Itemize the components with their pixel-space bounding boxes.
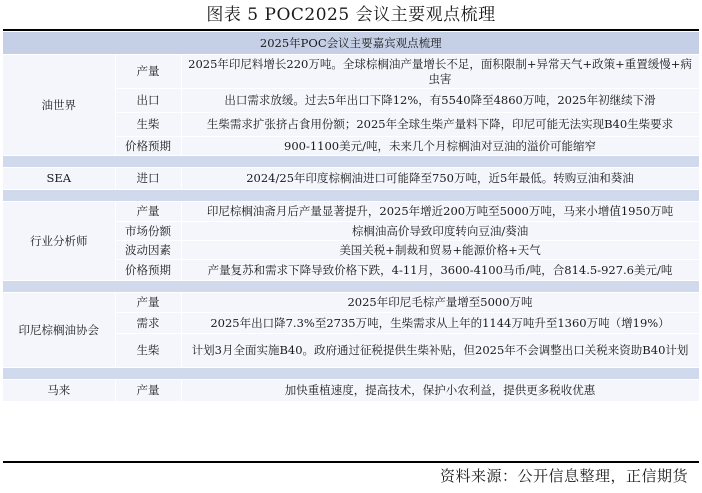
table-row — [3, 55, 699, 89]
table-header-row — [3, 32, 699, 55]
category-cell: 价格预期 — [115, 260, 181, 281]
category-cell: 需求 — [115, 313, 181, 334]
separator — [3, 156, 699, 168]
content-cell: 棕榈油高价导致印度转向豆油/葵油 — [181, 222, 699, 241]
org-cell: 行业分析师 — [3, 202, 115, 281]
content-cell: 2025年印尼料增长220万吨。全球棕榈油产量增长不足，面积限制+异常天气+政策+重置缓慢+病虫害 — [181, 55, 699, 89]
content-cell: 产量复苏和需求下降导致价格下跌，4-11月，3600-4100马币/吨，合814.5-927.6美元/吨 — [181, 260, 699, 281]
category-cell: 生柴 — [115, 334, 181, 368]
table-row — [3, 202, 699, 222]
source-note: 资料来源：公开信息整理，正信期货 — [439, 467, 688, 485]
separator-row — [3, 190, 699, 202]
category-cell: 出口 — [115, 89, 181, 113]
separator — [3, 368, 699, 380]
category-cell: 产量 — [115, 293, 181, 313]
bottom-rule — [3, 461, 699, 463]
content-cell: 印尼棕榈油斋月后产量显著提升，2025年增近200万吨至5000万吨，马来小增值1950万吨 — [181, 202, 699, 222]
content-cell: 2024/25年印度棕榈油进口可能降至750万吨，近5年最低。转购豆油和葵油 — [181, 168, 699, 190]
content-cell: 生柴需求扩张挤占食用份额；2025年全球生柴产量料下降，印尼可能无法实现B40生柴要求 — [181, 113, 699, 137]
separator-row — [3, 281, 699, 293]
poc-summary-table — [3, 32, 700, 402]
separator-row — [3, 368, 699, 380]
separator — [3, 190, 699, 202]
category-cell: 进口 — [115, 168, 181, 190]
category-cell: 产量 — [115, 55, 181, 89]
table-row — [3, 380, 699, 402]
content-cell: 出口需求放缓。过去5年出口下降12%，有5540降至4860万吨，2025年初继续下滑 — [181, 89, 699, 113]
separator-row — [3, 156, 699, 168]
table-row — [3, 293, 699, 313]
category-cell: 价格预期 — [115, 137, 181, 156]
category-cell: 市场份额 — [115, 222, 181, 241]
figure-title: 图表 5 POC2025 会议主要观点梳理 — [206, 5, 496, 25]
content-cell: 加快重植速度，提高技术，保护小农利益，提供更多税收优惠 — [181, 380, 699, 402]
org-cell: 油世界 — [3, 55, 115, 156]
category-cell: 产量 — [115, 380, 181, 402]
org-cell: 印尼棕榈油协会 — [3, 293, 115, 368]
top-rule — [3, 29, 699, 31]
table-row — [3, 168, 699, 190]
category-cell: 波动因素 — [115, 241, 181, 260]
org-cell: 马来 — [3, 380, 115, 402]
content-cell: 美国关税+制裁和贸易+能源价格+天气 — [181, 241, 699, 260]
content-cell: 900-1100美元/吨，未来几个月棕榈油对豆油的溢价可能缩窄 — [181, 137, 699, 156]
content-cell: 2025年印尼毛棕产量增至5000万吨 — [181, 293, 699, 313]
category-cell: 生柴 — [115, 113, 181, 137]
table-header: 2025年POC会议主要嘉宾观点梳理 — [3, 32, 699, 55]
content-cell: 计划3月全面实施B40。政府通过征税提供生柴补贴，但2025年不会调整出口关税来资助B40计划 — [181, 334, 699, 368]
separator — [3, 281, 699, 293]
content-cell: 2025年出口降7.3%至2735万吨，生柴需求从上年的1144万吨升至1360万吨（增19%） — [181, 313, 699, 334]
org-cell: SEA — [3, 168, 115, 190]
category-cell: 产量 — [115, 202, 181, 222]
